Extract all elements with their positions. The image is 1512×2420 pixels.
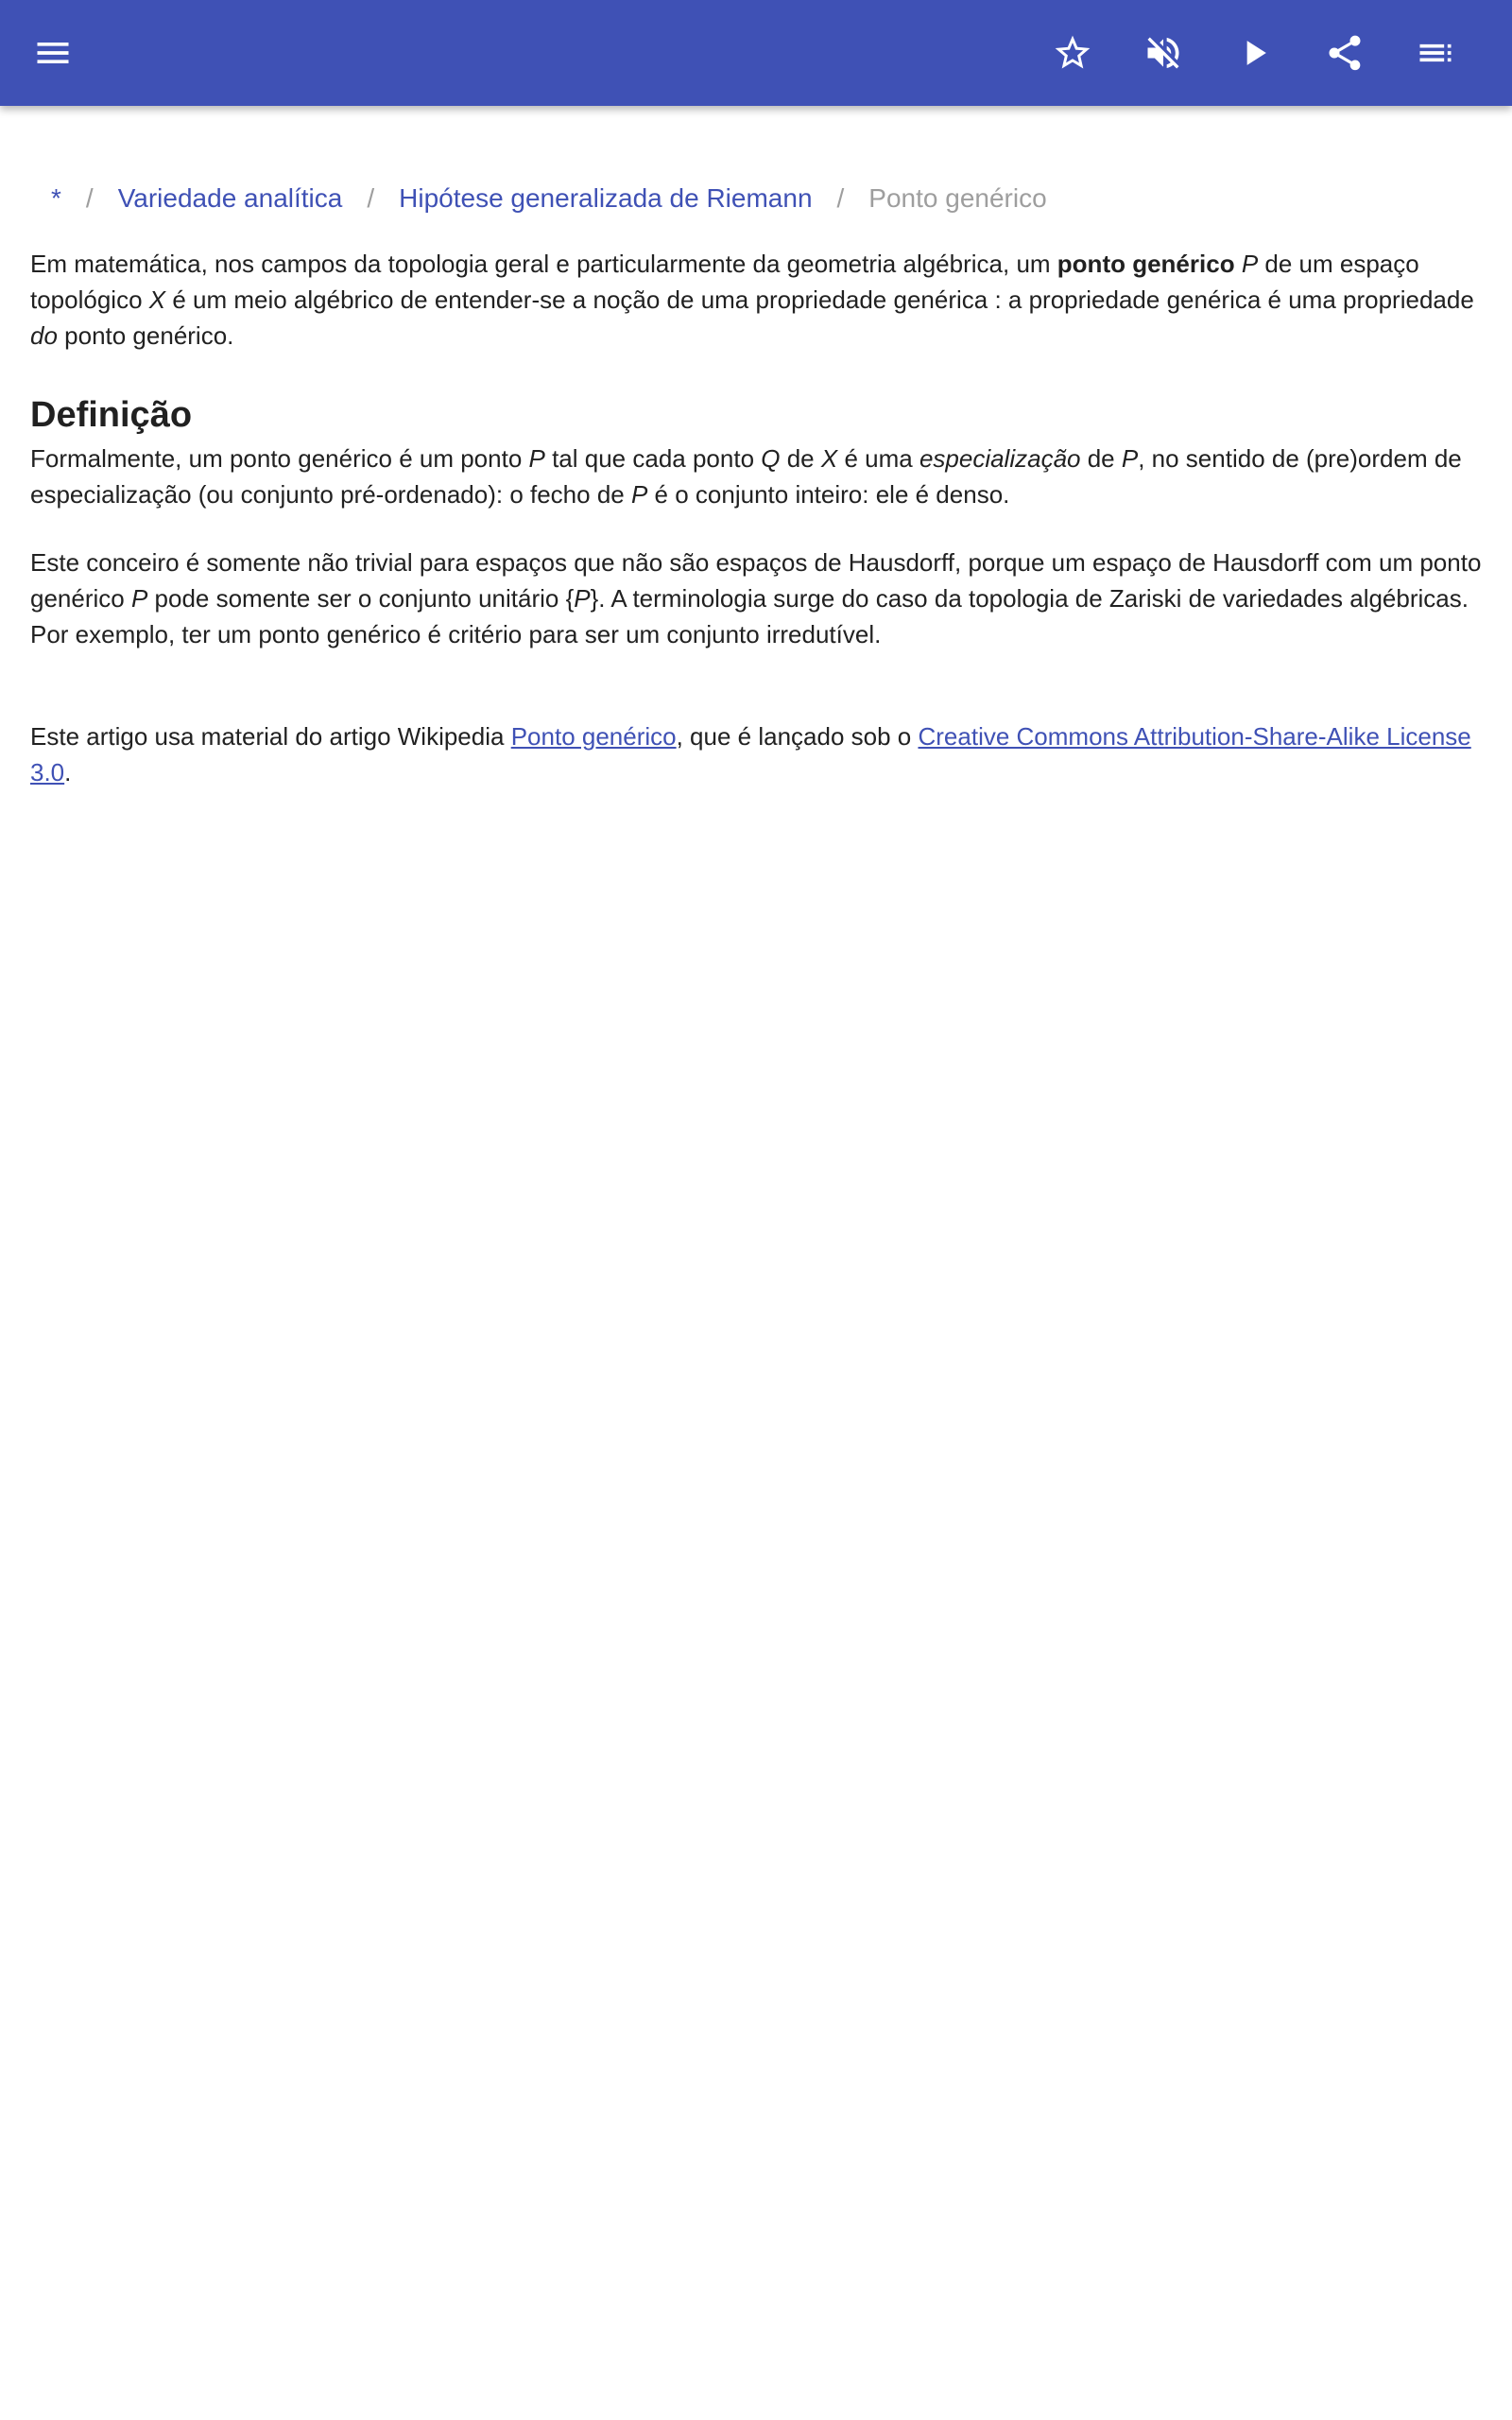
attribution-paragraph	[30, 718, 1486, 790]
para-text: Este conceiro é somente não trivial para espaços que não são espaços de Hausdorff, porque um espaço de Hausdorff com um ponto genérico	[30, 548, 1482, 613]
def-text: é o conjunto inteiro: ele é denso.	[647, 480, 1010, 509]
math-var: P	[630, 480, 648, 509]
wikipedia-article-link[interactable]: Ponto genérico	[510, 722, 677, 751]
playlist-icon	[1415, 32, 1456, 74]
attribution-text: , que é lançado sob o	[676, 722, 919, 751]
def-text: Formalmente, um ponto genérico é um ponto	[30, 444, 529, 473]
menu-button[interactable]	[21, 21, 85, 85]
mute-button[interactable]	[1131, 21, 1195, 85]
para-text: }. A terminologia surge do caso da topologia de Zariski de variedades algébricas. Por exemplo, ter um ponto genérico é critério para ser um conjunto irredutível.	[30, 584, 1469, 648]
math-var: X	[148, 285, 166, 314]
def-text: é uma	[837, 444, 919, 473]
breadcrumb-home[interactable]: *	[51, 183, 61, 213]
breadcrumb-variedade-analitica[interactable]: Variedade analítica	[117, 183, 343, 213]
table-of-contents-button[interactable]	[1403, 21, 1468, 85]
favorite-button[interactable]	[1040, 21, 1105, 85]
math-var: Q	[761, 444, 781, 473]
app-bar	[0, 0, 1512, 106]
math-var: P	[130, 584, 148, 613]
term-bold: ponto genérico	[1057, 250, 1235, 278]
math-var: X	[820, 444, 838, 473]
math-var: P	[1121, 444, 1139, 473]
intro-text	[1235, 250, 1242, 278]
share-icon	[1324, 32, 1366, 74]
def-text: , no sentido de (pre)ordem de especialização (ou conjunto pré-ordenado): o fecho de	[30, 444, 1462, 509]
share-button[interactable]	[1313, 21, 1377, 85]
section-heading-definicao: Definição	[30, 395, 193, 435]
intro-text: ponto genérico.	[57, 321, 234, 350]
menu-icon	[32, 32, 74, 74]
emphasis: do	[30, 321, 58, 350]
breadcrumb-hipotese-riemann[interactable]: Hipótese generalizada de Riemann	[399, 183, 813, 213]
hausdorff-paragraph	[30, 544, 1486, 652]
attribution-text: .	[64, 758, 72, 786]
emphasis: especialização	[919, 444, 1081, 473]
math-var: P	[574, 584, 591, 613]
intro-text: é um meio algébrico de entender-se a noção de uma propriedade genérica : a propriedade genérica é uma propriedade	[165, 285, 1474, 314]
star-icon	[1052, 32, 1093, 74]
intro-paragraph	[30, 246, 1486, 354]
intro-text: Em matemática, nos campos da topologia geral e particularmente da geometria algébrica, um	[30, 250, 1057, 278]
def-text: de	[780, 444, 821, 473]
article-content	[30, 106, 1486, 790]
breadcrumb-current: Ponto genérico	[868, 183, 1047, 213]
attribution-text: Este artigo usa material do artigo Wikipedia	[30, 722, 511, 751]
math-var: P	[1241, 250, 1259, 278]
play-button[interactable]	[1222, 21, 1286, 85]
play-icon	[1233, 32, 1275, 74]
breadcrumb-separator: /	[85, 183, 94, 213]
breadcrumb	[30, 170, 1486, 227]
breadcrumb-separator: /	[367, 183, 375, 213]
para-text: pode somente ser o conjunto unitário {	[147, 584, 575, 613]
license-link[interactable]: Creative Commons Attribution-Share-Alike License 3.0	[30, 722, 1471, 786]
breadcrumb-separator: /	[836, 183, 845, 213]
def-text: de	[1080, 444, 1122, 473]
definition-paragraph	[30, 441, 1486, 512]
def-text: tal que cada ponto	[544, 444, 762, 473]
math-var: P	[528, 444, 545, 473]
intro-text: de um espaço topológico	[30, 250, 1419, 314]
volume-off-icon	[1143, 32, 1184, 74]
